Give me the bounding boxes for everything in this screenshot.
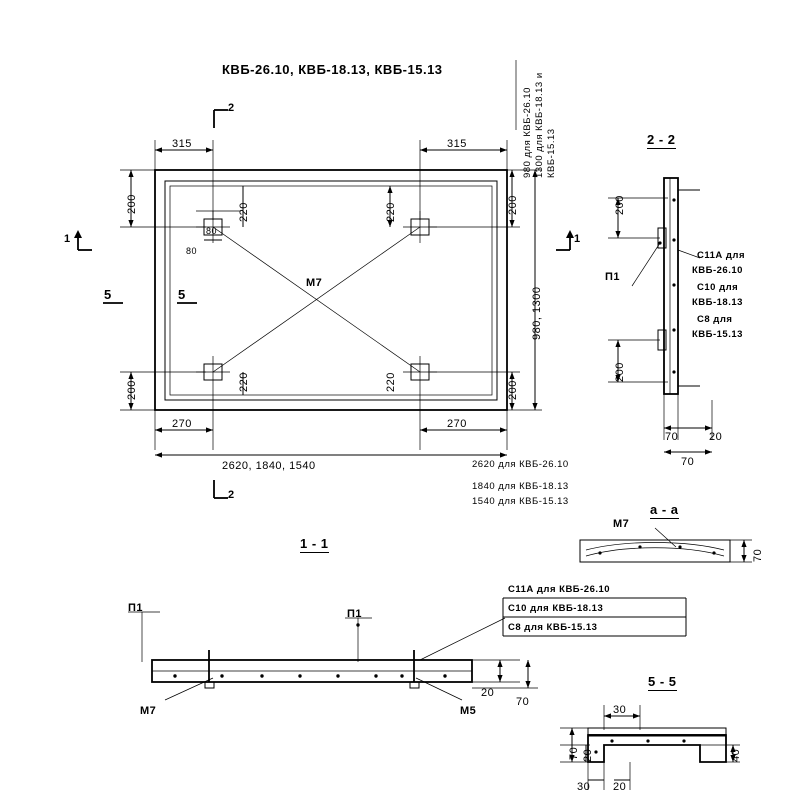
plan-dim-80-b: 80	[186, 246, 198, 256]
plan-dim-inner-right-top: 220	[385, 202, 397, 222]
section-mark-2-bottom: 2	[228, 489, 235, 501]
plan-note-bottom-1: 2620 для КВБ-26.10	[472, 459, 569, 470]
s22-note-1: С11А для	[697, 250, 746, 261]
plan-dim-inner-right-bottom: 220	[385, 372, 397, 392]
s55-dim-bottom-20: 20	[613, 781, 627, 793]
s22-dim-20: 20	[709, 431, 723, 443]
s11-label-p1-left: П1	[128, 602, 144, 614]
s55-dim-right-40: 40	[730, 748, 742, 762]
s11-note-1: С11А для КВБ-26.10	[508, 584, 611, 595]
s11-note-3: С8 для КВБ-15.13	[508, 622, 598, 633]
s22-note-2: КВБ-26.10	[692, 265, 743, 276]
section-mark-1-left: 1	[64, 233, 71, 245]
plan-note-right-1: 980 для КВБ-26.10	[522, 87, 533, 178]
plan-note-bottom-3: 1540 для КВБ-15.13	[472, 496, 569, 507]
saa-dim-70: 70	[752, 548, 764, 562]
plan-dim-top-left: 315	[172, 138, 192, 150]
section-mark-2-top: 2	[228, 102, 235, 114]
plan-note-right-2: 1300 для КВБ-18.13 и	[534, 72, 545, 178]
s11-label-p1-right: П1	[347, 608, 363, 620]
drawing-title: КВБ-26.10, КВБ-18.13, КВБ-15.13	[222, 62, 443, 77]
plan-dim-right-top: 200	[507, 195, 519, 215]
plan-dim-left-top: 200	[126, 194, 138, 214]
plan-dim-overall-right: 980, 1300	[531, 286, 543, 340]
s22-dim-70-lower: 70	[681, 456, 695, 468]
section-1-1-title: 1 - 1	[300, 536, 329, 551]
section-mark-5-right: 5	[178, 287, 186, 302]
s22-note-4: КВБ-18.13	[692, 297, 743, 308]
plan-dim-bottom-right: 270	[447, 418, 467, 430]
plan-dim-overall-bottom: 2620, 1840, 1540	[222, 460, 316, 472]
plan-dim-bottom-left: 270	[172, 418, 192, 430]
s11-dim-20: 20	[481, 687, 495, 699]
s22-note-3: С10 для	[697, 282, 739, 293]
plan-note-bottom-2: 1840 для КВБ-18.13	[472, 481, 569, 492]
plan-dim-inner-left-top: 220	[238, 202, 250, 222]
section-mark-1-right: 1	[574, 233, 581, 245]
plan-note-right-3: КВБ-15.13	[546, 128, 557, 178]
s22-dim-70: 70	[665, 431, 679, 443]
s55-dim-left-20: 20	[582, 748, 594, 762]
plan-label-m7: М7	[306, 277, 323, 289]
s55-dim-bottom-30: 30	[577, 781, 591, 793]
section-a-a-title: а - а	[650, 502, 679, 517]
s11-label-m5: М5	[460, 705, 477, 717]
s22-dim-bottom: 200	[614, 362, 626, 382]
section-2-2-title: 2 - 2	[647, 132, 676, 147]
s55-dim-top-30: 30	[613, 704, 627, 716]
plan-dim-left-bottom: 200	[126, 380, 138, 400]
plan-dim-top-right: 315	[447, 138, 467, 150]
s22-note-6: КВБ-15.13	[692, 329, 743, 340]
plan-dim-80-a: 80	[206, 226, 218, 236]
section-mark-5-left: 5	[104, 287, 112, 302]
section-5-5-title: 5 - 5	[648, 674, 677, 689]
s11-label-m7: М7	[140, 705, 157, 717]
s22-dim-top: 200	[614, 195, 626, 215]
s22-note-5: С8 для	[697, 314, 733, 325]
plan-dim-inner-left-bottom: 220	[238, 372, 250, 392]
s55-dim-left-70: 70	[568, 746, 580, 760]
s22-label-p1: П1	[605, 271, 621, 283]
saa-label-m7: М7	[613, 518, 630, 530]
s11-note-2: С10 для КВБ-18.13	[508, 603, 604, 614]
s11-dim-70: 70	[516, 696, 530, 708]
plan-dim-right-bottom: 200	[507, 380, 519, 400]
